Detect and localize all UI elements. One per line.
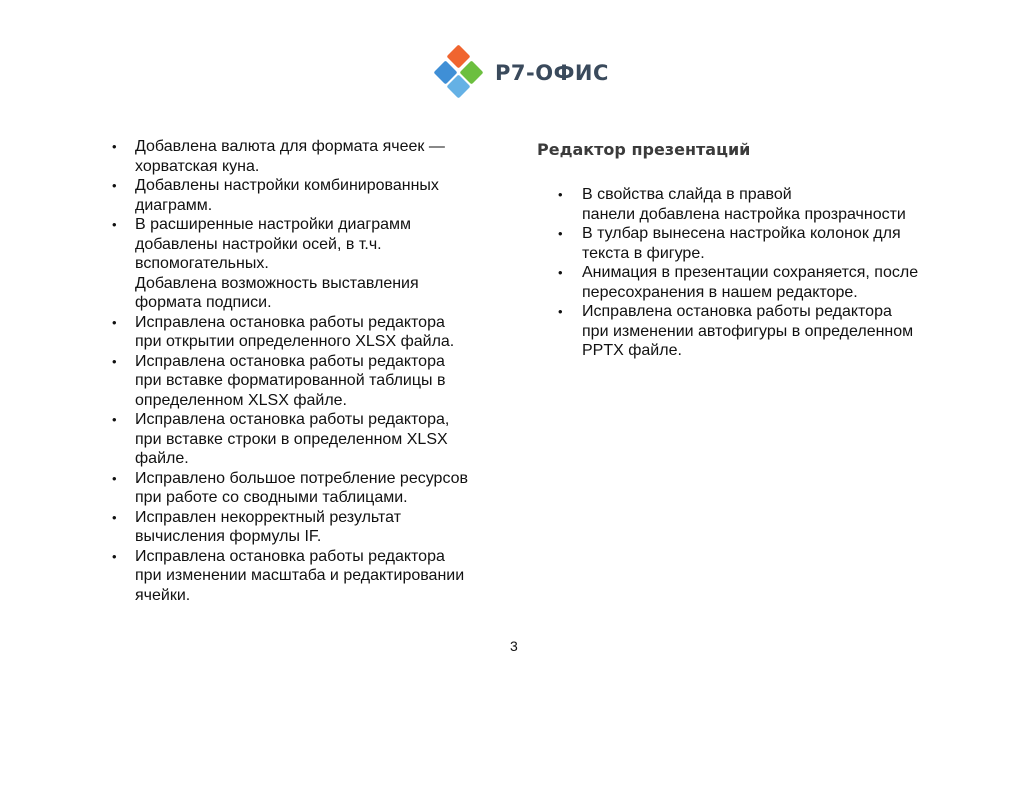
bullet-icon: • <box>112 178 117 193</box>
list-item: • Добавлена валюта для формата ячеек — хорватская куна. <box>112 138 445 175</box>
logo-text: Р7-ОФИС <box>495 61 609 85</box>
bullet-icon: • <box>112 509 117 525</box>
list-item: • В тулбар вынесена настройка колонок для текста в фигуре. <box>558 225 901 262</box>
continuation-paragraph: Добавлена возможность выставления формата подписи. <box>135 274 419 311</box>
list-item: • Добавлены настройки комбинированных диаграмм. <box>112 177 439 214</box>
list-item: • Анимация в презентации сохраняется, после пересохранения в нашем редакторе. <box>558 264 919 301</box>
list-item: • Исправлена остановка работы редактора при открытии определенного XLSX файла. <box>112 313 455 350</box>
list-item: • Исправлено большое потребление ресурсов при работе со сводными таблицами. <box>112 469 469 506</box>
bullet-icon: • <box>112 139 117 154</box>
list-item: • Исправлена остановка работы редактора при изменении масштаба и редактировании ячейки. <box>112 547 465 604</box>
left-column <box>110 137 510 605</box>
list-item: • Исправлена остановка работы редактора, при вставке строки в определенном XLSX файле. <box>112 411 450 467</box>
list-item: • Исправлена остановка работы редактора при изменении автофигуры в определенном PPTX файле. <box>558 303 914 359</box>
list-item: • Исправлена остановка работы редактора при вставке форматированной таблицы в определенном XLSX файле. <box>112 352 446 409</box>
bullet-icon: • <box>112 353 117 369</box>
right-bullet-list <box>537 185 967 361</box>
right-column <box>537 140 967 361</box>
left-bullet-list <box>110 137 510 274</box>
left-bullet-list-continued <box>110 313 510 606</box>
bullet-icon: • <box>112 470 117 486</box>
bullet-icon: • <box>112 314 117 330</box>
bullet-icon: • <box>558 187 563 202</box>
logo-diamond-orange <box>446 44 470 68</box>
bullet-icon: • <box>112 217 117 232</box>
bullet-icon: • <box>558 265 563 280</box>
bullet-icon: • <box>558 226 563 241</box>
bullet-icon: • <box>112 548 117 564</box>
list-item: • В свойства слайда в правой панели добавлена настройка прозрачности <box>558 186 906 223</box>
page-number: 3 <box>510 638 518 654</box>
bullet-icon: • <box>112 412 117 427</box>
section-title-presentation-editor: Редактор презентаций <box>537 140 751 159</box>
logo-diamonds-icon <box>426 44 492 104</box>
r7-office-logo <box>426 44 609 104</box>
bullet-icon: • <box>558 304 563 319</box>
list-item: • Исправлен некорректный результат вычисления формулы IF. <box>112 508 402 545</box>
list-item: • В расширенные настройки диаграмм добавлены настройки осей, в т.ч. вспомогательных. <box>112 216 411 272</box>
